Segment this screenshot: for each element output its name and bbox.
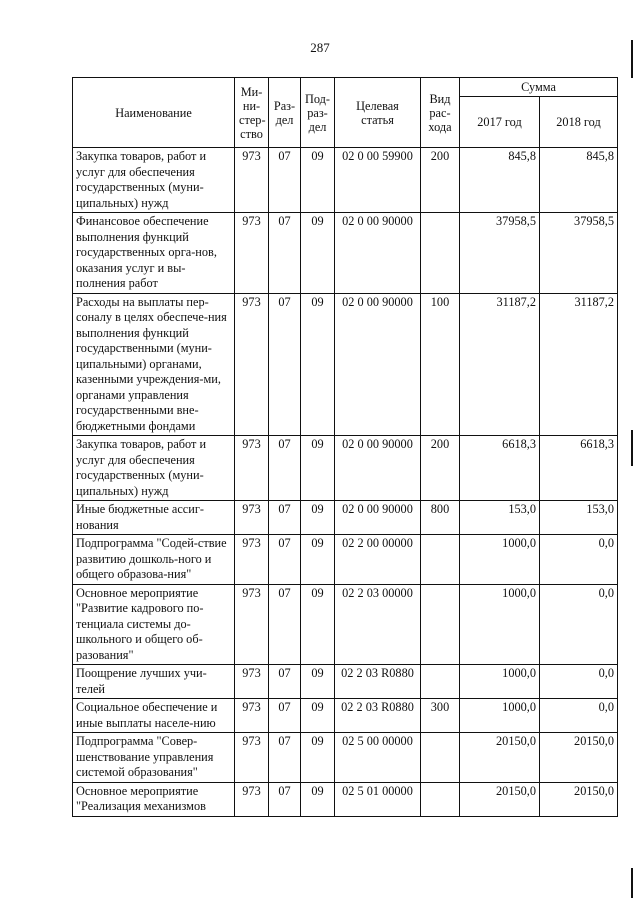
row-section: 07 bbox=[269, 293, 301, 436]
row-target-article: 02 2 00 00000 bbox=[335, 535, 421, 585]
row-subsection: 09 bbox=[301, 535, 335, 585]
row-target-article: 02 5 01 00000 bbox=[335, 782, 421, 816]
header-subsection: Под-раз-дел bbox=[301, 78, 335, 148]
table-row bbox=[73, 699, 618, 733]
row-ministry: 973 bbox=[235, 782, 269, 816]
row-target-article: 02 2 03 00000 bbox=[335, 584, 421, 665]
row-sum-2017: 1000,0 bbox=[460, 535, 540, 585]
row-ministry: 973 bbox=[235, 699, 269, 733]
row-name: Социальное обеспечение и иные выплаты населе-нию bbox=[73, 699, 235, 733]
row-target-article: 02 0 00 90000 bbox=[335, 293, 421, 436]
row-target-article: 02 0 00 90000 bbox=[335, 213, 421, 294]
row-name: Подпрограмма "Совер-шенствование управления системой образования" bbox=[73, 733, 235, 783]
row-ministry: 973 bbox=[235, 293, 269, 436]
row-name: Основное мероприятие "Развитие кадрового по-тенциала системы до-школьного и общего об-разования" bbox=[73, 584, 235, 665]
row-name: Иные бюджетные ассиг-нования bbox=[73, 501, 235, 535]
table-row bbox=[73, 148, 618, 213]
row-sum-2018: 0,0 bbox=[540, 535, 618, 585]
row-subsection: 09 bbox=[301, 501, 335, 535]
row-expense-type: 800 bbox=[421, 501, 460, 535]
row-target-article: 02 0 00 90000 bbox=[335, 436, 421, 501]
row-name: Закупка товаров, работ и услуг для обеспечения государственных (муни-ципальных) нужд bbox=[73, 148, 235, 213]
row-name: Финансовое обеспечение выполнения функций государственных орга-нов, оказания услуг и вы-полнения работ bbox=[73, 213, 235, 294]
row-ministry: 973 bbox=[235, 436, 269, 501]
row-expense-type bbox=[421, 213, 460, 294]
row-target-article: 02 2 03 R0880 bbox=[335, 699, 421, 733]
table-row bbox=[73, 436, 618, 501]
row-expense-type bbox=[421, 665, 460, 699]
row-name: Подпрограмма "Содей-ствие развитию дошколь-ного и общего образова-ния" bbox=[73, 535, 235, 585]
row-name: Основное мероприятие "Реализация механизмов bbox=[73, 782, 235, 816]
row-section: 07 bbox=[269, 148, 301, 213]
row-subsection: 09 bbox=[301, 213, 335, 294]
row-subsection: 09 bbox=[301, 733, 335, 783]
row-sum-2017: 1000,0 bbox=[460, 665, 540, 699]
row-subsection: 09 bbox=[301, 436, 335, 501]
row-section: 07 bbox=[269, 584, 301, 665]
header-expense-type: Вид рас-хода bbox=[421, 78, 460, 148]
row-section: 07 bbox=[269, 436, 301, 501]
margin-mark-middle bbox=[631, 430, 633, 466]
row-sum-2017: 31187,2 bbox=[460, 293, 540, 436]
row-name: Закупка товаров, работ и услуг для обеспечения государственных (муни-ципальных) нужд bbox=[73, 436, 235, 501]
row-subsection: 09 bbox=[301, 782, 335, 816]
row-sum-2018: 20150,0 bbox=[540, 782, 618, 816]
row-sum-2018: 153,0 bbox=[540, 501, 618, 535]
header-section: Раз-дел bbox=[269, 78, 301, 148]
row-target-article: 02 2 03 R0880 bbox=[335, 665, 421, 699]
row-ministry: 973 bbox=[235, 213, 269, 294]
row-sum-2018: 0,0 bbox=[540, 584, 618, 665]
header-name: Наименование bbox=[73, 78, 235, 148]
row-subsection: 09 bbox=[301, 665, 335, 699]
margin-mark-top bbox=[631, 40, 633, 78]
row-section: 07 bbox=[269, 501, 301, 535]
row-sum-2017: 37958,5 bbox=[460, 213, 540, 294]
row-expense-type bbox=[421, 733, 460, 783]
row-expense-type: 300 bbox=[421, 699, 460, 733]
row-sum-2018: 6618,3 bbox=[540, 436, 618, 501]
row-sum-2017: 1000,0 bbox=[460, 584, 540, 665]
row-ministry: 973 bbox=[235, 584, 269, 665]
row-subsection: 09 bbox=[301, 293, 335, 436]
row-target-article: 02 0 00 59900 bbox=[335, 148, 421, 213]
row-sum-2017: 1000,0 bbox=[460, 699, 540, 733]
table-row bbox=[73, 782, 618, 816]
margin-mark-bottom bbox=[631, 868, 633, 898]
row-name: Поощрение лучших учи-телей bbox=[73, 665, 235, 699]
row-section: 07 bbox=[269, 535, 301, 585]
row-expense-type bbox=[421, 584, 460, 665]
header-sum: Сумма bbox=[460, 78, 618, 97]
row-ministry: 973 bbox=[235, 501, 269, 535]
row-ministry: 973 bbox=[235, 733, 269, 783]
header-year-2018: 2018 год bbox=[540, 97, 618, 148]
row-section: 07 bbox=[269, 213, 301, 294]
row-section: 07 bbox=[269, 699, 301, 733]
row-ministry: 973 bbox=[235, 535, 269, 585]
row-expense-type: 200 bbox=[421, 436, 460, 501]
row-subsection: 09 bbox=[301, 584, 335, 665]
row-subsection: 09 bbox=[301, 148, 335, 213]
header-ministry: Ми-ни-стер-ство bbox=[235, 78, 269, 148]
row-sum-2017: 6618,3 bbox=[460, 436, 540, 501]
row-ministry: 973 bbox=[235, 665, 269, 699]
budget-table bbox=[72, 77, 618, 817]
row-target-article: 02 0 00 90000 bbox=[335, 501, 421, 535]
budget-table-wrapper bbox=[72, 77, 618, 817]
row-ministry: 973 bbox=[235, 148, 269, 213]
row-sum-2018: 37958,5 bbox=[540, 213, 618, 294]
row-sum-2018: 31187,2 bbox=[540, 293, 618, 436]
header-year-2017: 2017 год bbox=[460, 97, 540, 148]
row-section: 07 bbox=[269, 782, 301, 816]
row-subsection: 09 bbox=[301, 699, 335, 733]
row-sum-2018: 0,0 bbox=[540, 665, 618, 699]
row-expense-type: 200 bbox=[421, 148, 460, 213]
row-sum-2017: 20150,0 bbox=[460, 782, 540, 816]
table-row bbox=[73, 213, 618, 294]
table-row bbox=[73, 293, 618, 436]
row-name: Расходы на выплаты пер-соналу в целях обеспече-ния выполнения функций государственными (муни-ципальными) органами, казенными учреждения-ми, органами управления государственными вне-бюджетными фондами bbox=[73, 293, 235, 436]
row-expense-type: 100 bbox=[421, 293, 460, 436]
row-sum-2017: 845,8 bbox=[460, 148, 540, 213]
row-section: 07 bbox=[269, 733, 301, 783]
row-sum-2017: 20150,0 bbox=[460, 733, 540, 783]
header-target-article: Целевая статья bbox=[335, 78, 421, 148]
table-row bbox=[73, 584, 618, 665]
row-target-article: 02 5 00 00000 bbox=[335, 733, 421, 783]
row-expense-type bbox=[421, 535, 460, 585]
row-sum-2018: 845,8 bbox=[540, 148, 618, 213]
table-row bbox=[73, 665, 618, 699]
table-row bbox=[73, 733, 618, 783]
row-section: 07 bbox=[269, 665, 301, 699]
table-row bbox=[73, 501, 618, 535]
page-number: 287 bbox=[310, 40, 330, 55]
row-sum-2018: 20150,0 bbox=[540, 733, 618, 783]
table-row bbox=[73, 535, 618, 585]
row-expense-type bbox=[421, 782, 460, 816]
row-sum-2017: 153,0 bbox=[460, 501, 540, 535]
row-sum-2018: 0,0 bbox=[540, 699, 618, 733]
